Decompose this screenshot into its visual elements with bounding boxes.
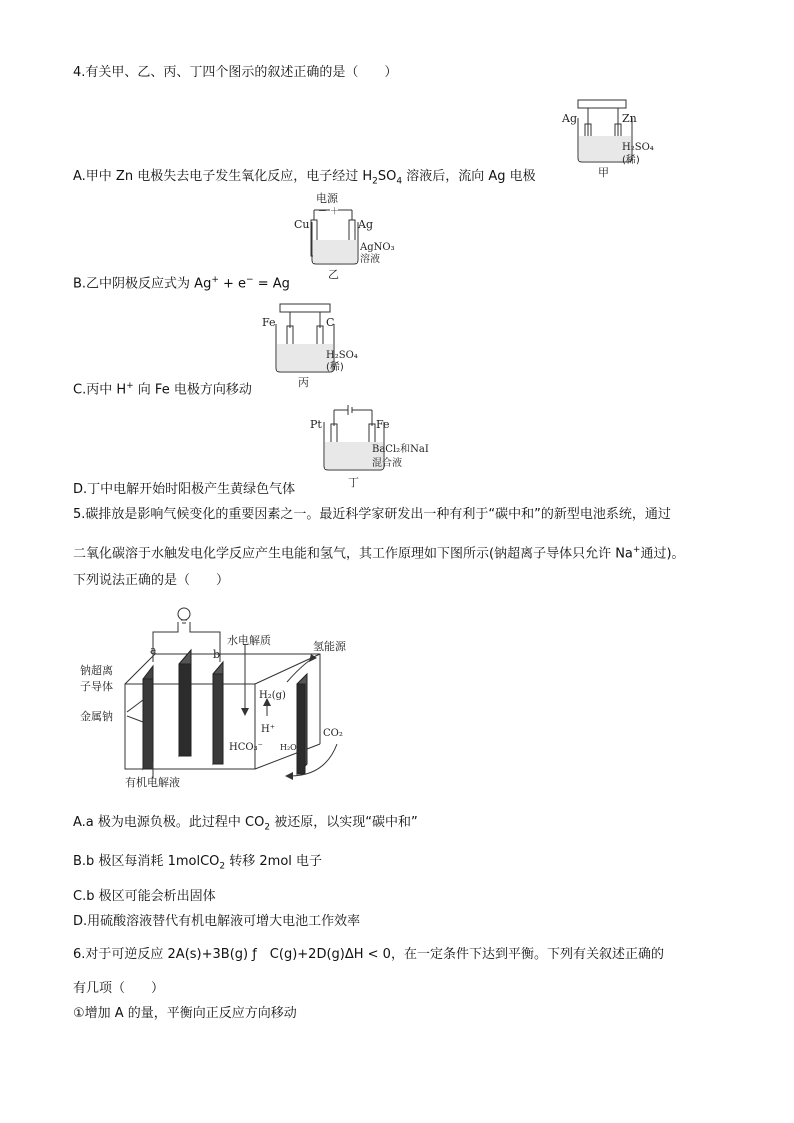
jia-sol1: H₂SO₄ (622, 142, 654, 153)
jia-left: Ag (562, 112, 577, 125)
yi-signs: － ＋ (318, 207, 339, 217)
q6-item-1: ①增加 A 的量，平衡向正反应方向移动 (73, 1006, 297, 1021)
yi-power: 电源 (316, 192, 338, 205)
jia-right: Zn (622, 112, 637, 125)
q4-option-d: D.丁中电解开始时阳极产生黄绿色气体 (73, 482, 296, 497)
battery-a: a (150, 644, 157, 657)
figure-ding (310, 400, 440, 490)
figure-jia (560, 96, 670, 180)
q6-stem-line1: 6.对于可逆反应 2A(s)+3B(g) ƒ C(g)+2D(g)ΔH < 0，在一定条件下达到平衡。下列有关叙述正确的 (73, 947, 664, 962)
battery-organic: 有机电解液 (125, 776, 180, 789)
q5-stem-line1: 5.碳排放是影响气候变化的重要因素之一。最近科学家研发出一种有利于“碳中和”的新型电池系统，通过 (73, 507, 671, 522)
figure-bing (260, 300, 370, 390)
battery-conductor-2: 子导体 (80, 680, 113, 693)
yi-right: Ag (358, 218, 373, 231)
q4-option-c: C.丙中 H+ 向 Fe 电极方向移动 (73, 381, 252, 398)
yi-sol1: AgNO₃ (360, 242, 395, 253)
battery-hydrogen-source: 氢能源 (313, 640, 346, 653)
q5-option-c: C.b 极区可能会析出固体 (73, 889, 216, 904)
figure-yi (292, 190, 402, 280)
battery-co2: CO₂ (323, 728, 343, 739)
bing-right: C (326, 316, 335, 329)
battery-conductor-1: 钠超离 (80, 664, 113, 677)
q5-option-b: B.b 极区每消耗 1molCO$_2$ 转移 2mol 电子 (73, 854, 323, 872)
battery-b: b (213, 648, 221, 661)
battery-sodium: 金属钠 (80, 710, 113, 723)
ding-sol1: BaCl₂和NaI (372, 444, 429, 455)
figure-battery (75, 604, 375, 790)
q5-stem-line3: 下列说法正确的是（ ） (73, 573, 230, 588)
jia-caption: 甲 (598, 166, 609, 179)
q5-stem-line2: 二氧化碳溶于水触发电化学反应产生电能和氢气，其工作原理如下图所示(钠超离子导体只允许 Na+通过)。 (73, 545, 685, 562)
yi-caption: 乙 (328, 268, 339, 280)
jia-sol2: (稀) (622, 155, 640, 166)
bing-sol1: H₂SO₄ (326, 350, 358, 361)
q4-option-b: B.乙中阴极反应式为 Ag+ + e− = Ag (73, 275, 290, 292)
q4-stem: 4.有关甲、乙、丙、丁四个图示的叙述正确的是（ ） (73, 65, 398, 80)
bing-left: Fe (262, 316, 276, 329)
battery-hco3: HCO₃⁻ (229, 742, 263, 753)
ding-left: Pt (310, 418, 322, 431)
battery-h2o: H₂O (280, 743, 297, 752)
q5-option-d: D.用硫酸溶液替代有机电解液可增大电池工作效率 (73, 914, 361, 929)
ding-caption: 丁 (348, 476, 359, 489)
q5-option-a: A.a 极为电源负极。此过程中 $CO_2$ 被还原，以实现“碳中和” (73, 815, 418, 833)
battery-h2: H₂(g) (259, 690, 286, 701)
ding-sol2: 混合液 (372, 458, 402, 469)
battery-water-electrolyte: 水电解质 (227, 634, 271, 647)
bing-sol2: (稀) (326, 362, 344, 373)
yi-left: Cu (294, 218, 310, 231)
q6-stem-line2: 有几项（ ） (73, 981, 165, 996)
battery-hplus: H⁺ (261, 724, 275, 735)
q4-option-a: A.甲中 Zn 电极失去电子发生氧化反应，电子经过 $H_2SO_4$ 溶液后，流向 Ag 电极 (73, 169, 536, 187)
bing-caption: 丙 (298, 376, 309, 389)
yi-sol2: 溶液 (360, 254, 380, 265)
ding-right: Fe (376, 418, 390, 431)
